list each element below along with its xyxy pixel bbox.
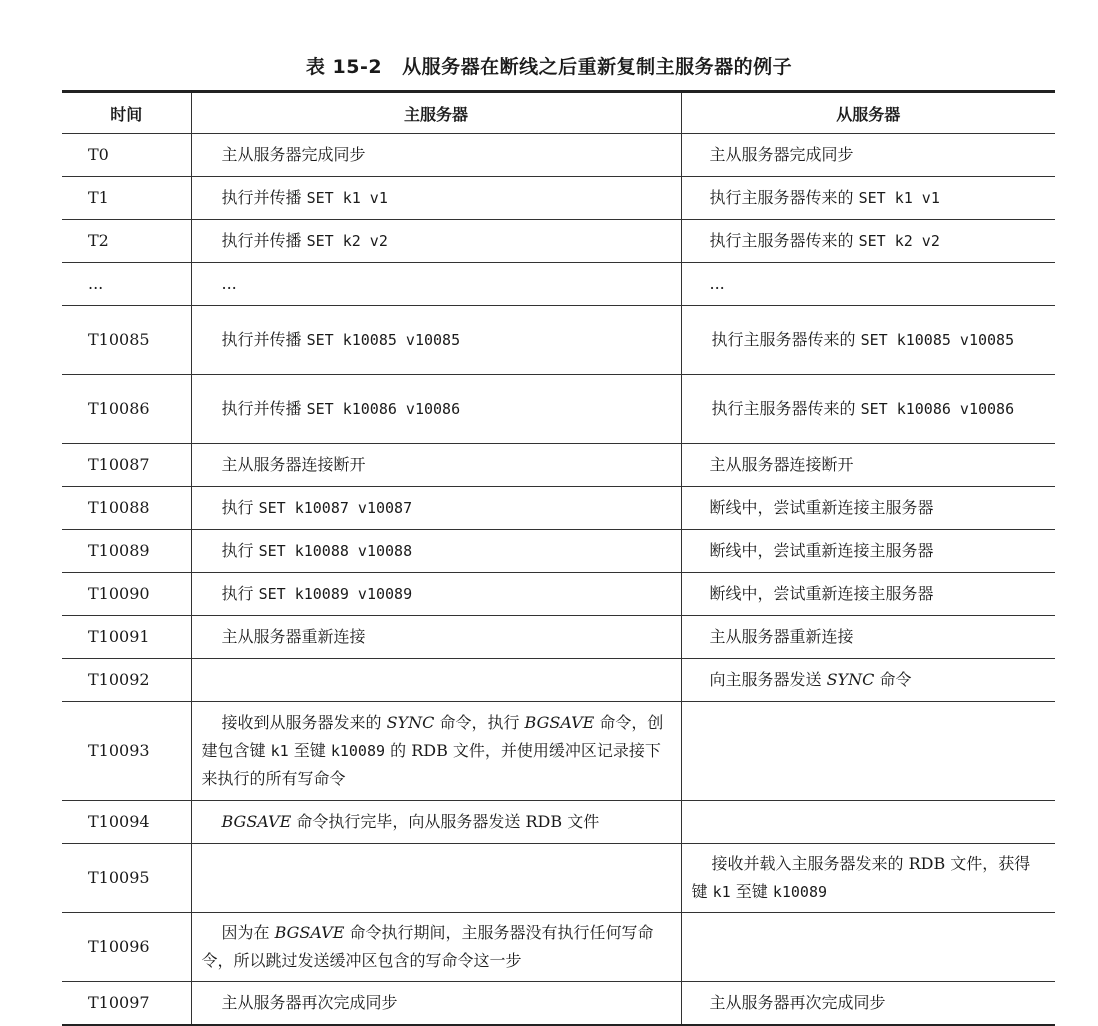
master-cell: 执行 SET k10087 v10087 — [191, 487, 681, 530]
command-code: SET k10088 v10088 — [258, 542, 413, 560]
table-row — [62, 616, 1055, 659]
time-cell: T10090 — [62, 573, 191, 616]
command-code: SET k1 v1 — [858, 189, 940, 207]
slave-cell: 执行主服务器传来的 SET k10085 v10085 — [681, 306, 1055, 375]
master-cell: 执行并传播 SET k2 v2 — [191, 220, 681, 263]
command-name: SYNC — [386, 713, 435, 732]
header-slave: 从服务器 — [681, 92, 1055, 134]
master-cell: ... — [191, 263, 681, 306]
table-row — [62, 702, 1055, 801]
table-caption — [0, 52, 1098, 79]
time-cell: T10096 — [62, 913, 191, 982]
header-time: 时间 — [62, 92, 191, 134]
slave-cell: 断线中，尝试重新连接主服务器 — [681, 530, 1055, 573]
master-cell: 执行并传播 SET k1 v1 — [191, 177, 681, 220]
master-cell: 执行并传播 SET k10085 v10085 — [191, 306, 681, 375]
command-name: BGSAVE — [274, 923, 345, 942]
master-cell — [191, 844, 681, 913]
slave-cell: ... — [681, 263, 1055, 306]
slave-cell: 执行主服务器传来的 SET k2 v2 — [681, 220, 1055, 263]
time-cell: T10092 — [62, 659, 191, 702]
table-row — [62, 263, 1055, 306]
time-cell: T10094 — [62, 801, 191, 844]
table-row — [62, 487, 1055, 530]
time-cell: T10088 — [62, 487, 191, 530]
time-cell: T10097 — [62, 982, 191, 1026]
key-code: k1 — [712, 883, 731, 901]
slave-cell: 断线中，尝试重新连接主服务器 — [681, 487, 1055, 530]
master-cell: BGSAVE 命令执行完毕，向从服务器发送 RDB 文件 — [191, 801, 681, 844]
master-cell: 主从服务器完成同步 — [191, 134, 681, 177]
table-row — [62, 913, 1055, 982]
table-row — [62, 134, 1055, 177]
table-row — [62, 801, 1055, 844]
time-cell: T0 — [62, 134, 191, 177]
header-master: 主服务器 — [191, 92, 681, 134]
time-cell: T2 — [62, 220, 191, 263]
replication-table — [62, 90, 1055, 1026]
master-cell: 主从服务器连接断开 — [191, 444, 681, 487]
command-code: SET k2 v2 — [858, 232, 940, 250]
command-code: SET k10089 v10089 — [258, 585, 413, 603]
time-cell: T10093 — [62, 702, 191, 801]
table-title: 从服务器在断线之后重新复制主服务器的例子 — [402, 56, 793, 78]
key-code: k1 — [270, 742, 289, 760]
table-row — [62, 659, 1055, 702]
slave-cell: 主从服务器重新连接 — [681, 616, 1055, 659]
key-code: k10089 — [330, 742, 386, 760]
time-cell: T10089 — [62, 530, 191, 573]
command-name: BGSAVE — [221, 812, 292, 831]
command-code: SET k10085 v10085 — [860, 331, 1015, 349]
key-code: k10089 — [772, 883, 828, 901]
slave-cell — [681, 801, 1055, 844]
command-name: SYNC — [826, 670, 875, 689]
master-cell — [191, 659, 681, 702]
table-row — [62, 982, 1055, 1026]
table-row — [62, 220, 1055, 263]
command-code: SET k10086 v10086 — [306, 400, 461, 418]
master-cell: 执行 SET k10088 v10088 — [191, 530, 681, 573]
master-cell: 执行并传播 SET k10086 v10086 — [191, 375, 681, 444]
command-name: BGSAVE — [524, 713, 595, 732]
slave-cell: 断线中，尝试重新连接主服务器 — [681, 573, 1055, 616]
table-row — [62, 375, 1055, 444]
command-code: SET k10086 v10086 — [860, 400, 1015, 418]
slave-cell: 主从服务器再次完成同步 — [681, 982, 1055, 1026]
table-row — [62, 177, 1055, 220]
command-code: SET k2 v2 — [306, 232, 388, 250]
time-cell: T10095 — [62, 844, 191, 913]
table-number: 表 15-2 — [305, 56, 383, 78]
master-cell: 主从服务器再次完成同步 — [191, 982, 681, 1026]
table-row — [62, 444, 1055, 487]
slave-cell: 主从服务器连接断开 — [681, 444, 1055, 487]
slave-cell: 接收并载入主服务器发来的 RDB 文件，获得键 k1 至键 k10089 — [681, 844, 1055, 913]
time-cell: ... — [62, 263, 191, 306]
header-row — [62, 92, 1055, 134]
slave-cell — [681, 702, 1055, 801]
slave-cell: 执行主服务器传来的 SET k10086 v10086 — [681, 375, 1055, 444]
command-code: SET k1 v1 — [306, 189, 388, 207]
table-row — [62, 844, 1055, 913]
master-cell: 主从服务器重新连接 — [191, 616, 681, 659]
time-cell: T1 — [62, 177, 191, 220]
slave-cell — [681, 913, 1055, 982]
master-cell: 接收到从服务器发来的 SYNC 命令，执行 BGSAVE 命令，创建包含键 k1 至键 k10089 的 RDB 文件，并使用缓冲区记录接下来执行的所有写命令 — [191, 702, 681, 801]
time-cell: T10085 — [62, 306, 191, 375]
master-cell: 执行 SET k10089 v10089 — [191, 573, 681, 616]
master-cell: 因为在 BGSAVE 命令执行期间，主服务器没有执行任何写命令，所以跳过发送缓冲区包含的写命令这一步 — [191, 913, 681, 982]
time-cell: T10091 — [62, 616, 191, 659]
slave-cell: 执行主服务器传来的 SET k1 v1 — [681, 177, 1055, 220]
table-row — [62, 530, 1055, 573]
slave-cell: 主从服务器完成同步 — [681, 134, 1055, 177]
table-row — [62, 306, 1055, 375]
command-code: SET k10085 v10085 — [306, 331, 461, 349]
table-row — [62, 573, 1055, 616]
command-code: SET k10087 v10087 — [258, 499, 413, 517]
time-cell: T10087 — [62, 444, 191, 487]
slave-cell: 向主服务器发送 SYNC 命令 — [681, 659, 1055, 702]
time-cell: T10086 — [62, 375, 191, 444]
